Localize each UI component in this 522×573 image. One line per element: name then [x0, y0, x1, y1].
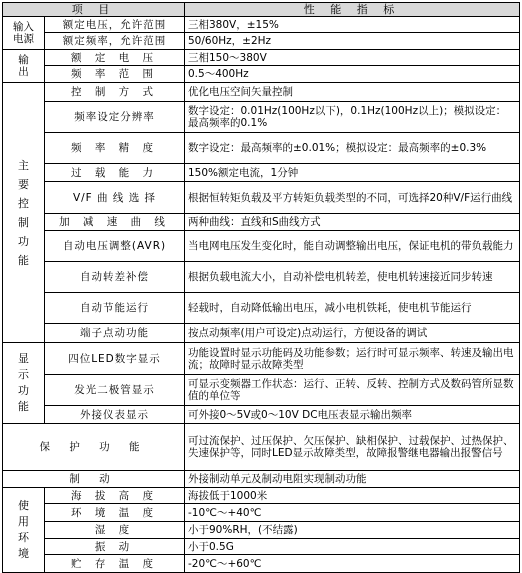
table-row [3, 343, 520, 375]
item-cell: 频率设定分辨率 [45, 102, 185, 133]
table-row [3, 50, 520, 66]
header-item: 项 目 [3, 3, 185, 17]
value-cell: 功能设置时显示功能码及功能参数；运行时可显示频率、转速及输出电流；故障时显示故障类型 [185, 343, 520, 375]
category-main-control: 主要控制功能 [3, 83, 45, 343]
item-cell: 湿 度 [45, 522, 185, 539]
item-cell: 频 率 精 度 [45, 133, 185, 164]
item-cell: 振 动 [45, 539, 185, 555]
table-row [3, 262, 520, 293]
value-cell: 150%额定电流，1分钟 [185, 164, 520, 182]
table-row [3, 231, 520, 262]
value-cell: 数字设定：最高频率的±0.01%；模拟设定：最高频率的±0.3% [185, 133, 520, 164]
table-row [3, 66, 520, 83]
item-cell: 发光二极管显示 [45, 375, 185, 406]
item-cell: 额 定 电 压 [45, 50, 185, 66]
value-cell: 当电网电压发生变化时，能自动调整输出电压，保证电机的带负载能力 [185, 231, 520, 262]
value-cell: 按点动频率(用户可设定)点动运行，方便设备的调试 [185, 324, 520, 343]
value-cell: 优化电压空间矢量控制 [185, 83, 520, 102]
value-cell: 50/60Hz，±2Hz [185, 33, 520, 50]
item-cell: 加 减 速 曲 线 [45, 214, 185, 231]
table-row [3, 522, 520, 539]
protection-label: 保 护 功 能 [3, 424, 185, 471]
item-cell: 四位LED数字显示 [45, 343, 185, 375]
category-output: 输 出 [3, 50, 45, 83]
item-cell: 海 拔 高 度 [45, 488, 185, 504]
value-cell: 可外接0～5V或0～10V DC电压表显示输出频率 [185, 406, 520, 424]
table-row [3, 504, 520, 522]
table-row [3, 488, 520, 504]
value-cell: 可显示变频器工作状态：运行、正转、反转、控制方式及数码管所显数值的单位等 [185, 375, 520, 406]
value-cell: 海拔低于1000米 [185, 488, 520, 504]
item-cell: 自动电压调整(AVR) [45, 231, 185, 262]
item-cell: 额定电压，允许范围 [45, 17, 185, 33]
value-cell: 可过流保护、过压保护、欠压保护、缺相保护、过载保护、过热保护、失速保护等，同时LED显示故障类型，故障报警继电器输出报警信号 [185, 424, 520, 471]
table-row [3, 424, 520, 471]
category-environment: 使用环境 [3, 488, 45, 573]
item-cell: 端子点动功能 [45, 324, 185, 343]
header-performance: 性 能 指 标 [185, 3, 520, 17]
value-cell: 小于0.5G [185, 539, 520, 555]
item-cell: 控 制 方 式 [45, 83, 185, 102]
value-cell: -10℃～+40℃ [185, 504, 520, 522]
value-cell: 0.5～400Hz [185, 66, 520, 83]
value-cell: -20℃～+60℃ [185, 555, 520, 573]
table-row [3, 555, 520, 573]
item-cell: 自动转差补偿 [45, 262, 185, 293]
value-cell: 小于90%RH，(不结露) [185, 522, 520, 539]
item-cell: 自动节能运行 [45, 293, 185, 324]
table-row [3, 471, 520, 488]
spec-table [2, 2, 520, 573]
value-cell: 外接制动单元及制动电阻实现制动功能 [185, 471, 520, 488]
category-input-power: 输入 电源 [3, 17, 45, 50]
table-row [3, 293, 520, 324]
value-cell: 根据恒转矩负载及平方转矩负载类型的不同，可选择20种V/F运行曲线 [185, 182, 520, 214]
item-cell: 额定频率，允许范围 [45, 33, 185, 50]
table-row [3, 164, 520, 182]
table-row [3, 182, 520, 214]
table-row [3, 324, 520, 343]
item-cell: 贮 存 温 度 [45, 555, 185, 573]
item-cell: 外接仪表显示 [45, 406, 185, 424]
item-cell: 环 境 温 度 [45, 504, 185, 522]
table-row [3, 33, 520, 50]
table-row [3, 102, 520, 133]
item-cell: 过 载 能 力 [45, 164, 185, 182]
category-display: 显示功能 [3, 343, 45, 424]
braking-label: 制 动 [3, 471, 185, 488]
value-cell: 数字设定：0.01Hz(100Hz以下)，0.1Hz(100Hz以上)；模拟设定：最高频率的0.1% [185, 102, 520, 133]
value-cell: 三相150～380V [185, 50, 520, 66]
table-row [3, 539, 520, 555]
table-row [3, 17, 520, 33]
table-row [3, 406, 520, 424]
table-row [3, 83, 520, 102]
value-cell: 轻载时，自动降低输出电压，减小电机铁耗，使电机节能运行 [185, 293, 520, 324]
value-cell: 三相380V，±15% [185, 17, 520, 33]
value-cell: 根据负载电流大小，自动补偿电机转差，使电机转速接近同步转速 [185, 262, 520, 293]
item-cell: 频 率 范 围 [45, 66, 185, 83]
table-row [3, 214, 520, 231]
table-header-row [3, 3, 520, 17]
value-cell: 两种曲线：直线和S曲线方式 [185, 214, 520, 231]
table-row [3, 133, 520, 164]
table-row [3, 375, 520, 406]
item-cell: V/F 曲 线 选 择 [45, 182, 185, 214]
